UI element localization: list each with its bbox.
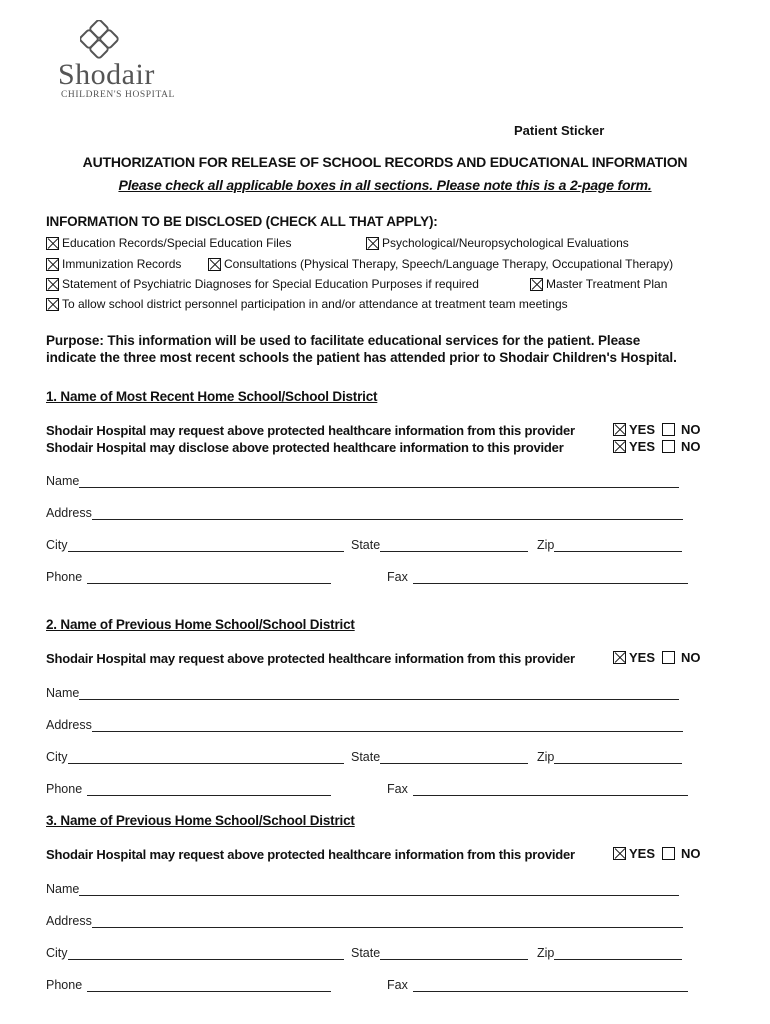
state-line[interactable] bbox=[380, 539, 528, 552]
zip-label: Zip bbox=[537, 538, 555, 552]
phone-label: Phone bbox=[46, 570, 83, 584]
state-field[interactable] bbox=[351, 750, 528, 764]
no-label: NO bbox=[681, 846, 701, 861]
option-statement-diagnoses[interactable] bbox=[46, 277, 479, 291]
checked-checkbox[interactable] bbox=[613, 847, 626, 860]
fax-field[interactable] bbox=[387, 782, 688, 796]
address-label: Address bbox=[46, 718, 92, 732]
phone-field[interactable] bbox=[46, 978, 331, 992]
state-line[interactable] bbox=[380, 751, 528, 764]
address-line[interactable] bbox=[92, 719, 683, 732]
address-field[interactable] bbox=[46, 506, 683, 520]
logo-name: Shodair bbox=[58, 58, 155, 91]
name-label: Name bbox=[46, 882, 80, 896]
city-field[interactable] bbox=[46, 538, 344, 552]
yes-label: YES bbox=[629, 650, 656, 665]
state-field[interactable] bbox=[351, 946, 528, 960]
purpose-line-2: indicate the three most recent schools the patient has attended prior to Shodair Children's Hospital. bbox=[46, 350, 677, 365]
city-label: City bbox=[46, 946, 68, 960]
no-option[interactable] bbox=[662, 439, 701, 454]
yes-label: YES bbox=[629, 846, 656, 861]
zip-label: Zip bbox=[537, 946, 555, 960]
city-field[interactable] bbox=[46, 750, 344, 764]
checked-checkbox[interactable] bbox=[46, 237, 59, 250]
form-title: AUTHORIZATION FOR RELEASE OF SCHOOL RECORDS AND EDUCATIONAL INFORMATION bbox=[82, 154, 688, 170]
no-option[interactable] bbox=[662, 846, 701, 861]
option-master-plan[interactable] bbox=[530, 277, 667, 291]
state-label: State bbox=[351, 538, 381, 552]
phone-line[interactable] bbox=[87, 783, 331, 796]
form-subtitle: Please check all applicable boxes in all sections. Please note this is a 2-page form. bbox=[118, 177, 652, 193]
hospital-logo bbox=[58, 20, 188, 102]
fax-line[interactable] bbox=[413, 979, 688, 992]
checked-checkbox[interactable] bbox=[613, 651, 626, 664]
checked-checkbox[interactable] bbox=[613, 440, 626, 453]
checked-checkbox[interactable] bbox=[46, 298, 59, 311]
name-field[interactable] bbox=[46, 882, 679, 896]
fax-label: Fax bbox=[387, 978, 408, 992]
option-immunization[interactable] bbox=[46, 257, 181, 271]
perm-request-2: Shodair Hospital may request above protected healthcare information from this provider bbox=[46, 651, 575, 666]
phone-line[interactable] bbox=[87, 571, 331, 584]
purpose-line-1: Purpose: This information will be used to facilitate educational services for the patient. Please bbox=[46, 333, 641, 348]
logo-subtitle: CHILDREN'S HOSPITAL bbox=[61, 90, 175, 100]
address-line[interactable] bbox=[92, 915, 683, 928]
no-label: NO bbox=[681, 422, 701, 437]
yes-label: YES bbox=[629, 422, 656, 437]
city-line[interactable] bbox=[68, 947, 344, 960]
fax-line[interactable] bbox=[413, 783, 688, 796]
checked-checkbox[interactable] bbox=[613, 423, 626, 436]
zip-line[interactable] bbox=[554, 947, 682, 960]
option-consultations[interactable] bbox=[208, 257, 673, 271]
info-heading: INFORMATION TO BE DISCLOSED (CHECK ALL THAT APPLY): bbox=[46, 214, 438, 229]
no-option[interactable] bbox=[662, 422, 701, 437]
name-line[interactable] bbox=[79, 687, 679, 700]
address-field[interactable] bbox=[46, 718, 683, 732]
address-label: Address bbox=[46, 914, 92, 928]
perm-disclose-1: Shodair Hospital may disclose above protected healthcare information to this provider bbox=[46, 440, 564, 455]
state-line[interactable] bbox=[380, 947, 528, 960]
checked-checkbox[interactable] bbox=[530, 278, 543, 291]
phone-label: Phone bbox=[46, 782, 83, 796]
zip-field[interactable] bbox=[537, 750, 682, 764]
address-field[interactable] bbox=[46, 914, 683, 928]
name-line[interactable] bbox=[79, 475, 679, 488]
option-label: Consultations (Physical Therapy, Speech/Language Therapy, Occupational Therapy) bbox=[224, 257, 674, 271]
phone-field[interactable] bbox=[46, 570, 331, 584]
purpose-text bbox=[46, 332, 677, 366]
address-label: Address bbox=[46, 506, 92, 520]
section-2-heading: 2. Name of Previous Home School/School District bbox=[46, 617, 355, 632]
zip-label: Zip bbox=[537, 750, 555, 764]
zip-field[interactable] bbox=[537, 538, 682, 552]
fax-label: Fax bbox=[387, 570, 408, 584]
yes-option[interactable] bbox=[613, 846, 655, 861]
yes-option[interactable] bbox=[613, 439, 655, 454]
option-label: Immunization Records bbox=[62, 257, 182, 271]
state-field[interactable] bbox=[351, 538, 528, 552]
option-education-records[interactable] bbox=[46, 236, 291, 250]
fax-label: Fax bbox=[387, 782, 408, 796]
state-label: State bbox=[351, 946, 381, 960]
zip-field[interactable] bbox=[537, 946, 682, 960]
empty-checkbox[interactable] bbox=[662, 651, 675, 664]
logo-mark-icon bbox=[80, 20, 124, 62]
name-label: Name bbox=[46, 686, 80, 700]
fax-field[interactable] bbox=[387, 978, 688, 992]
phone-field[interactable] bbox=[46, 782, 331, 796]
perm-request-3: Shodair Hospital may request above protected healthcare information from this provider bbox=[46, 847, 575, 862]
option-label: Education Records/Special Education Files bbox=[62, 236, 292, 250]
no-label: NO bbox=[681, 650, 701, 665]
phone-label: Phone bbox=[46, 978, 83, 992]
section-1-heading: 1. Name of Most Recent Home School/School District bbox=[46, 389, 378, 404]
name-field[interactable] bbox=[46, 686, 679, 700]
city-line[interactable] bbox=[68, 751, 344, 764]
city-label: City bbox=[46, 750, 68, 764]
name-field[interactable] bbox=[46, 474, 679, 488]
yes-option[interactable] bbox=[613, 650, 655, 665]
empty-checkbox[interactable] bbox=[662, 440, 675, 453]
city-label: City bbox=[46, 538, 68, 552]
checked-checkbox[interactable] bbox=[208, 258, 221, 271]
no-label: NO bbox=[681, 439, 701, 454]
zip-line[interactable] bbox=[554, 539, 682, 552]
state-label: State bbox=[351, 750, 381, 764]
option-team-meetings[interactable] bbox=[46, 297, 568, 311]
checked-checkbox[interactable] bbox=[46, 258, 59, 271]
name-line[interactable] bbox=[79, 883, 679, 896]
zip-line[interactable] bbox=[554, 751, 682, 764]
no-option[interactable] bbox=[662, 650, 701, 665]
option-psych-evaluations[interactable] bbox=[366, 236, 629, 250]
city-field[interactable] bbox=[46, 946, 344, 960]
yes-label: YES bbox=[629, 439, 656, 454]
section-3-heading: 3. Name of Previous Home School/School District bbox=[46, 813, 355, 828]
address-line[interactable] bbox=[92, 507, 683, 520]
phone-line[interactable] bbox=[87, 979, 331, 992]
city-line[interactable] bbox=[68, 539, 344, 552]
option-label: Master Treatment Plan bbox=[546, 277, 668, 291]
option-label: To allow school district personnel participation in and/or attendance at treatment team meetings bbox=[62, 297, 568, 311]
perm-request-1: Shodair Hospital may request above protected healthcare information from this provider bbox=[46, 423, 575, 438]
name-label: Name bbox=[46, 474, 80, 488]
empty-checkbox[interactable] bbox=[662, 423, 675, 436]
checked-checkbox[interactable] bbox=[366, 237, 379, 250]
empty-checkbox[interactable] bbox=[662, 847, 675, 860]
checked-checkbox[interactable] bbox=[46, 278, 59, 291]
option-label: Statement of Psychiatric Diagnoses for Special Education Purposes if required bbox=[62, 277, 479, 291]
yes-option[interactable] bbox=[613, 422, 655, 437]
fax-field[interactable] bbox=[387, 570, 688, 584]
option-label: Psychological/Neuropsychological Evaluations bbox=[382, 236, 629, 250]
fax-line[interactable] bbox=[413, 571, 688, 584]
patient-sticker-label: Patient Sticker bbox=[514, 123, 605, 138]
